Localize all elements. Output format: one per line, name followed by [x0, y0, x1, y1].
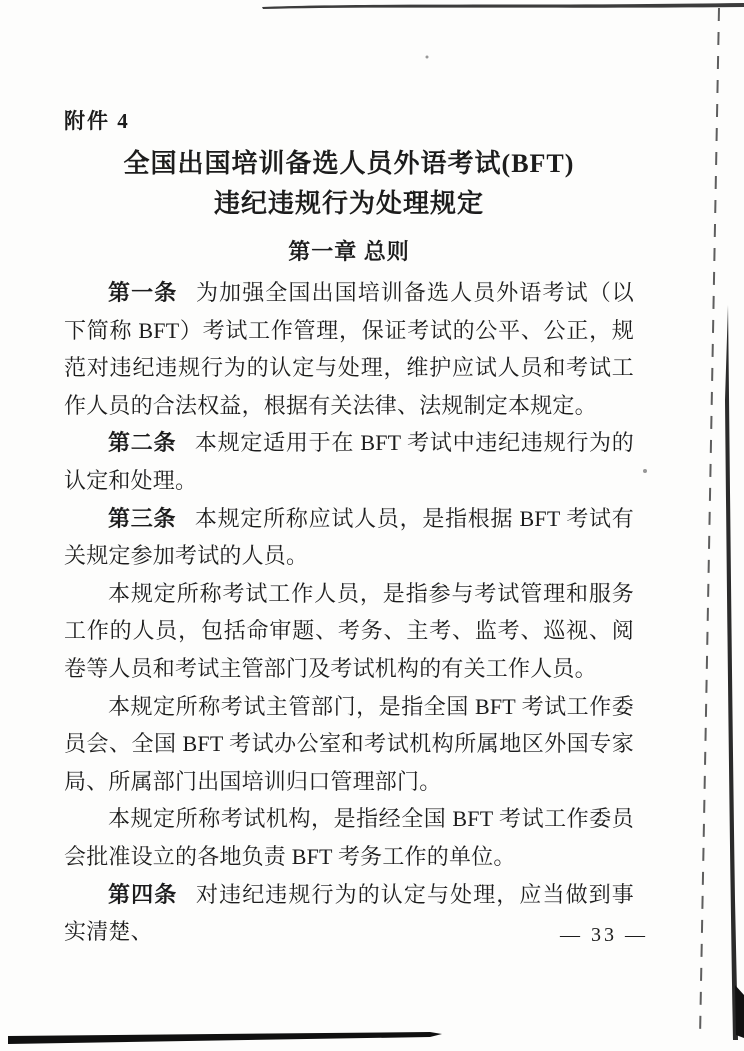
paragraph-article-1	[64, 274, 634, 424]
paragraph-text: 为加强全国出国培训备选人员外语考试（以下简称 BFT）考试工作管理，保证考试的公平、公正，规范对违纪违规行为的认定与处理，维护应试人员和考试工作人员的合法权益，根据有关法律、法规制定本规定。	[64, 280, 634, 418]
paragraph-definition-staff	[64, 575, 634, 688]
article-number: 第一条	[108, 280, 178, 305]
paragraph-text: 本规定所称考试主管部门，是指全国 BFT 考试工作委员会、全国 BFT 考试办公室和考试机构所属地区外国专家局、所属部门出国培训归口管理部门。	[64, 693, 634, 794]
paragraph-definition-institutions	[64, 800, 634, 875]
article-number: 第三条	[108, 505, 177, 531]
paragraph-definition-authorities	[64, 688, 634, 801]
scan-artifact-top-edge	[262, 3, 744, 9]
document-title-line2: 违纪违规行为处理规定	[213, 189, 484, 218]
page-number: — 33 —	[560, 924, 648, 946]
document-title	[64, 144, 634, 224]
attachment-label: 附件 4	[64, 109, 130, 133]
body-text	[64, 274, 634, 951]
document-content	[64, 108, 634, 951]
scan-artifact-right-shadow	[725, 305, 738, 1040]
paragraph-article-3	[64, 500, 634, 575]
paragraph-text: 本规定适用于在 BFT 考试中违纪违规行为的认定和处理。	[64, 430, 634, 493]
scan-speck	[426, 56, 429, 59]
scan-artifact-corner-blob	[735, 985, 744, 1038]
scan-speck	[643, 469, 647, 473]
paragraph-text: 本规定所称考试工作人员，是指参与考试管理和服务工作的人员，包括命审题、考务、主考、监考、巡视、阅卷等人员和考试主管部门及考试机构的有关工作人员。	[64, 580, 634, 681]
paragraph-article-4	[64, 876, 634, 951]
paragraph-text: 对违纪违规行为的认定与处理，应当做到事实清楚、	[64, 881, 634, 945]
paragraph-text: 本规定所称考试机构，是指经全国 BFT 考试工作委员会批准设立的各地负责 BFT 考务工作的单位。	[64, 806, 634, 869]
document-title-line1: 全国出国培训备选人员外语考试(BFT)	[123, 149, 575, 178]
scan-artifact-bottom-edge	[8, 1032, 442, 1044]
paragraph-text: 本规定所称应试人员，是指根据 BFT 考试有关规定参加考试的人员。	[64, 505, 634, 569]
article-number: 第二条	[108, 430, 177, 456]
article-number: 第四条	[108, 881, 178, 907]
scan-artifact-dashed-edge	[700, 8, 719, 1038]
chapter-heading: 第一章 总则	[288, 239, 410, 264]
paragraph-article-2	[64, 424, 634, 499]
